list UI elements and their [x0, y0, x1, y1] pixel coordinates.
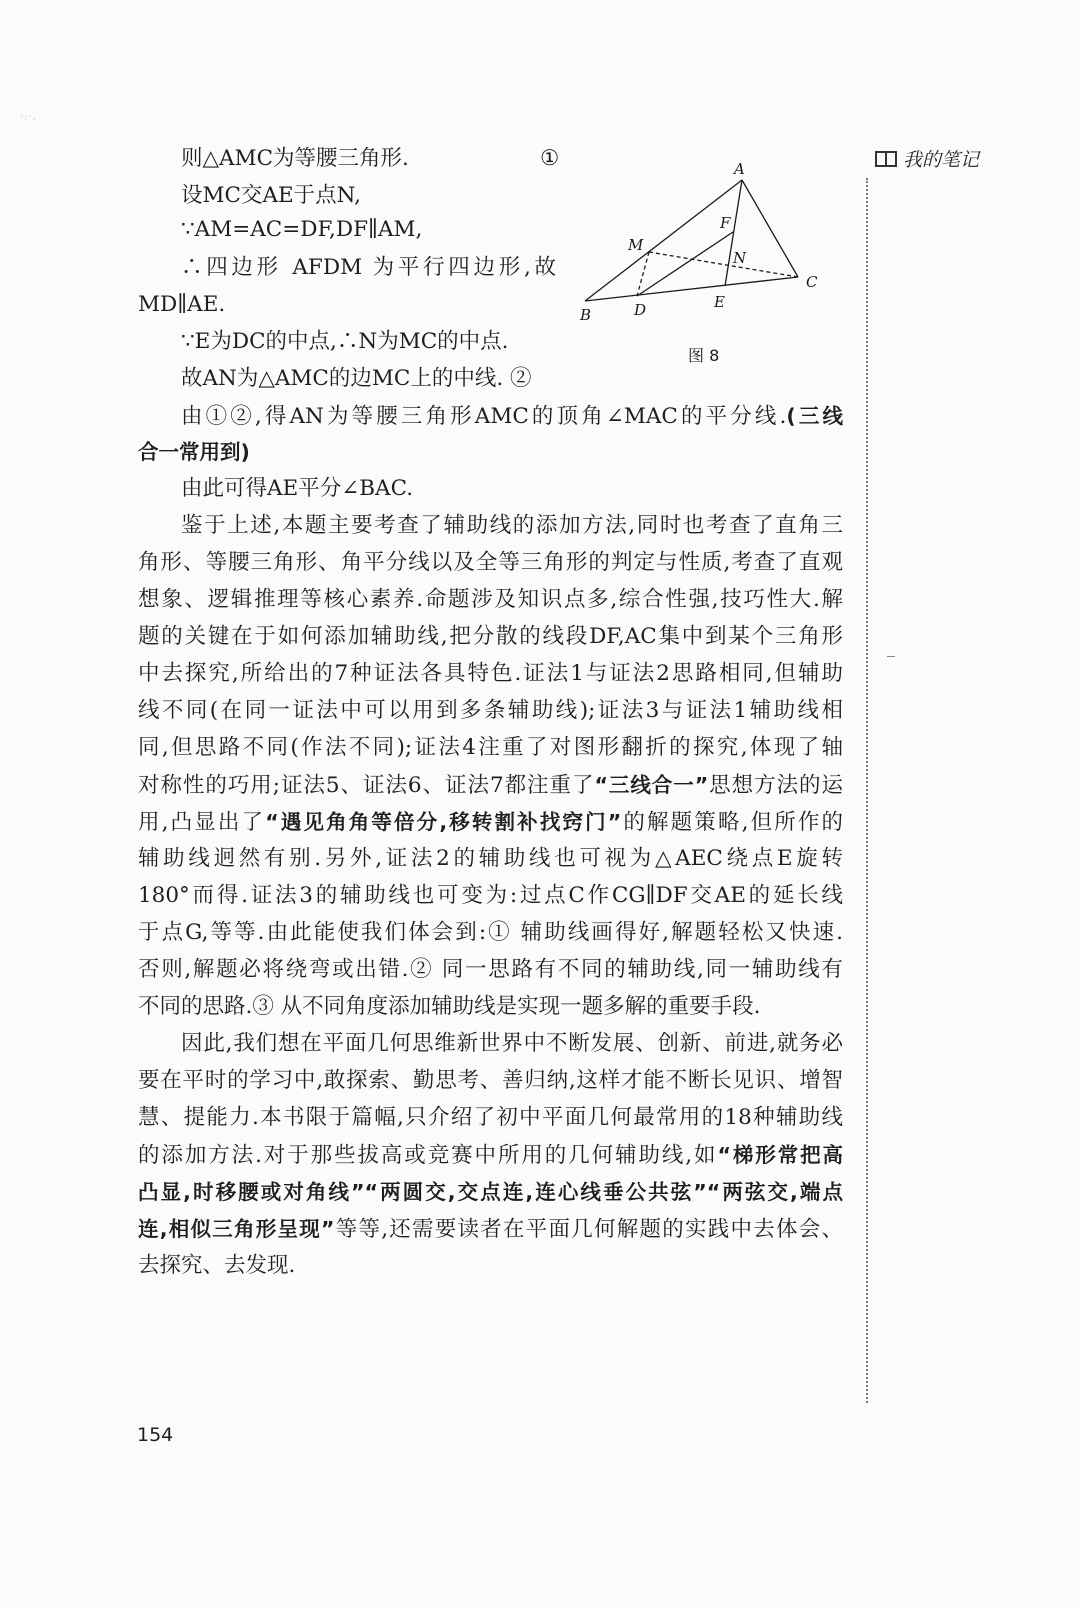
- point-label-f: F: [720, 214, 731, 232]
- notes-title: 我的笔记: [903, 149, 980, 171]
- point-label-m: M: [628, 236, 644, 254]
- conclusion-line-4: [138, 1140, 843, 1171]
- segment-ac: [742, 180, 798, 277]
- segment-ab: [585, 180, 742, 301]
- summary-line-14: 不同的思路.③ 从不同角度添加辅助线是实现一题多解的重要手段.: [138, 994, 761, 1019]
- point-label-c: C: [806, 273, 818, 291]
- proof-line-8-text: 由①②,得AN为等腰三角形AMC的顶角∠MAC的平分线.: [181, 404, 787, 429]
- summary-line-6: 线不同(在同一证法中可以用到多条辅助线);证法3与证法1辅助线相: [138, 698, 843, 723]
- margin-dash: [887, 656, 895, 657]
- notes-divider: [866, 178, 868, 1403]
- conclusion-line-6: [138, 1214, 843, 1245]
- proof-line-3: ∵AM=AC=DF,DF∥AM,: [181, 217, 423, 242]
- conclusion-line-7: 去探究、去发现.: [138, 1253, 296, 1278]
- figure-caption: 图 8: [688, 346, 720, 365]
- segment-ae: [725, 180, 742, 286]
- summary-line-9-text: 用,凸显出了: [138, 810, 266, 835]
- summary-line-11: 180°而得.证法3的辅助线也可变为:过点C作CG∥DF交AE的延长线: [138, 883, 843, 908]
- proof-line-8: [181, 401, 843, 432]
- summary-line-2: 角形、等腰三角形、角平分线以及全等三角形的判定与性质,考查了直观: [138, 550, 843, 575]
- scan-corner-mark: ·:·.: [20, 112, 37, 123]
- proof-line-6: ∵E为DC的中点,∴N为MC的中点.: [181, 329, 509, 354]
- proof-line-7: 故AN为△AMC的边MC上的中线. ②: [181, 366, 532, 391]
- summary-line-4: 题的关键在于如何添加辅助线,把分散的线段DF,AC集中到某个三角形: [138, 624, 843, 649]
- geometry-figure: [570, 150, 835, 330]
- summary-line-12: 于点G,等等.由此能使我们体会到:① 辅助线画得好,解题轻松又快速.: [138, 920, 843, 945]
- summary-line-7: 同,但思路不同(作法不同);证法4注重了对图形翻折的探究,体现了轴: [138, 735, 843, 760]
- summary-line-9-bold: “遇见角角等倍分,移转割补找窍门”: [265, 810, 622, 834]
- conclusion-line-6-bold: 连,相似三角形呈现”: [138, 1217, 335, 1241]
- conclusion-line-5: 凸显,时移腰或对角线”“两圆交,交点连,连心线垂公共弦”“两弦交,端点: [138, 1180, 843, 1204]
- point-label-n: N: [733, 249, 747, 267]
- summary-line-1: 鉴于上述,本题主要考查了辅助线的添加方法,同时也考查了直角三: [181, 513, 843, 538]
- proof-line-4: ∴四边形 AFDM 为平行四边形,故: [181, 255, 556, 280]
- summary-line-9: [138, 807, 843, 838]
- conclusion-line-3: 慧、提能力.本书限于篇幅,只介绍了初中平面几何最常用的18种辅助线: [138, 1105, 843, 1130]
- summary-line-3: 想象、逻辑推理等核心素养.命题涉及知识点多,综合性强,技巧性大.解: [138, 587, 843, 612]
- conclusion-line-2: 要在平时的学习中,敢探索、勤思考、善归纳,这样才能不断长见识、增智: [138, 1068, 843, 1093]
- summary-line-9-end: 的解题策略,但所作的: [621, 810, 844, 835]
- proof-line-10: 由此可得AE平分∠BAC.: [181, 476, 414, 501]
- summary-line-8-text: 对称性的巧用;证法5、证法6、证法7都注重了: [138, 773, 595, 798]
- proof-line-2: 设MC交AE于点N,: [181, 183, 361, 208]
- conclusion-line-4-text: 的添加方法.对于那些拔高或竞赛中所用的几何辅助线,如: [138, 1143, 718, 1168]
- point-label-d: D: [634, 301, 647, 319]
- summary-line-5: 中去探究,所给出的7种证法各具特色.证法1与证法2思路相同,但辅助: [138, 661, 843, 686]
- point-label-e: E: [714, 293, 725, 311]
- conclusion-line-1: 因此,我们想在平面几何思维新世界中不断发展、创新、前进,就务必: [181, 1031, 843, 1056]
- conclusion-line-4-bold: “梯形常把高: [717, 1143, 843, 1167]
- point-label-b: B: [580, 306, 592, 324]
- summary-line-13: 否则,解题必将绕弯或出错.② 同一思路有不同的辅助线,同一辅助线有: [138, 957, 843, 982]
- page-number: 154: [137, 1424, 174, 1446]
- proof-line-5: MD∥AE.: [138, 292, 226, 317]
- circled-number-1: ①: [540, 146, 560, 171]
- notes-header: [875, 145, 979, 172]
- book-icon: [875, 151, 897, 167]
- proof-line-1: 则△AMC为等腰三角形.: [181, 146, 409, 171]
- point-label-a: A: [734, 160, 745, 178]
- proof-line-8-bold: (三线: [786, 404, 843, 428]
- conclusion-line-6-text: 等等,还需要读者在平面几何解题的实践中去体会、: [334, 1217, 843, 1242]
- summary-line-8-end: 思想方法的运: [708, 773, 843, 798]
- summary-line-10: 辅助线迥然有别.另外,证法2的辅助线也可视为△AEC绕点E旋转: [138, 846, 843, 871]
- proof-line-9: 合一常用到): [138, 440, 250, 464]
- summary-line-8: [138, 770, 843, 801]
- segment-bc: [585, 277, 798, 301]
- summary-line-8-bold: “三线合一”: [594, 773, 709, 797]
